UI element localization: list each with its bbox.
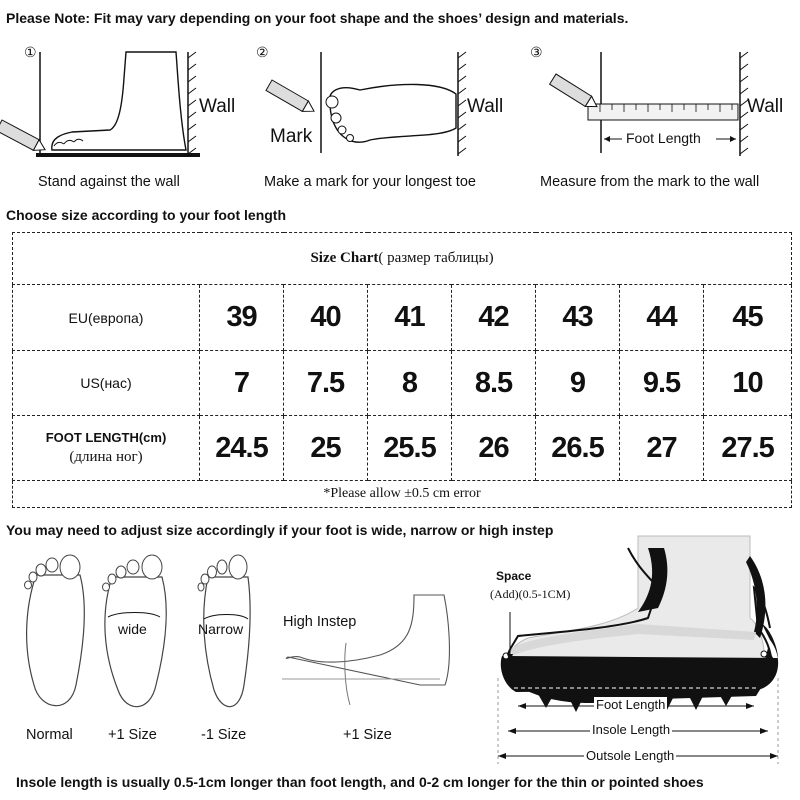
table-cell: 42 <box>452 285 536 351</box>
table-cell: 40 <box>284 285 368 351</box>
step-1-wall-label: Wall <box>199 96 236 117</box>
step-3-wall-label: Wall <box>747 96 784 117</box>
step-1-caption: Stand against the wall <box>38 174 180 190</box>
high-instep-title: High Instep <box>283 614 357 630</box>
table-row-foot-length <box>13 416 792 481</box>
step-2-number: ② <box>256 44 269 60</box>
table-cell: 27.5 <box>704 416 792 481</box>
adjust-size-heading: You may need to adjust size accordingly if your foot is wide, narrow or high instep <box>6 522 554 538</box>
step-2-caption: Make a mark for your longest toe <box>264 174 476 190</box>
high-instep-foot-icon <box>282 595 449 705</box>
size-chart-table <box>12 232 792 508</box>
normal-foot-caption: Normal <box>26 727 73 743</box>
row-label-us: US(нас) <box>13 351 200 416</box>
table-cell: 25.5 <box>368 416 452 481</box>
table-cell: 39 <box>200 285 284 351</box>
space-add-label: (Add)(0.5-1CM) <box>490 587 571 601</box>
size-chart-footnote: *Please allow ±0.5 cm error <box>13 481 792 508</box>
table-cell: 44 <box>620 285 704 351</box>
step-2-mark-label: Mark <box>270 126 313 147</box>
table-cell: 27 <box>620 416 704 481</box>
outsole-length-dimension-label: Outsole Length <box>586 748 675 763</box>
size-chart-title-bold: Size Chart <box>310 250 379 266</box>
table-cell: 25 <box>284 416 368 481</box>
step-3-foot-length-label: Foot Length <box>626 130 701 146</box>
insole-length-note: Insole length is usually 0.5-1cm longer than foot length, and 0-2 cm longer for the thin or pointed shoes <box>16 774 704 790</box>
row-label-foot-length-en: FOOT LENGTH(cm) <box>45 430 167 445</box>
table-cell: 41 <box>368 285 452 351</box>
fit-note: Please Note: Fit may vary depending on your foot shape and the shoes’ design and materials. <box>6 10 629 26</box>
foot-length-dimension-label: Foot Length <box>596 697 666 712</box>
size-chart-title-ru: ( размер таблицы) <box>378 250 494 266</box>
row-label-foot-length <box>13 416 200 481</box>
space-label: Space <box>496 569 532 583</box>
wide-foot-label: wide <box>118 621 147 637</box>
table-cell: 10 <box>704 351 792 416</box>
table-cell: 43 <box>536 285 620 351</box>
table-cell: 7 <box>200 351 284 416</box>
table-cell: 24.5 <box>200 416 284 481</box>
table-cell: 45 <box>704 285 792 351</box>
step-1-number: ① <box>24 44 37 60</box>
measuring-steps-illustration <box>0 38 800 168</box>
table-cell: 7.5 <box>284 351 368 416</box>
step-1-illustration <box>0 52 200 156</box>
table-row-eu <box>13 285 792 351</box>
insole-length-dimension-label: Insole Length <box>592 722 671 737</box>
table-cell: 8.5 <box>452 351 536 416</box>
step-3-caption: Measure from the mark to the wall <box>540 174 760 190</box>
narrow-foot-label: Narrow <box>198 621 244 637</box>
high-instep-caption: +1 Size <box>343 727 392 743</box>
table-cell: 8 <box>368 351 452 416</box>
row-label-eu: EU(европа) <box>13 285 200 351</box>
choose-size-heading: Choose size according to your foot length <box>6 207 287 223</box>
step-2-wall-label: Wall <box>467 96 504 117</box>
step-3-number: ③ <box>530 44 543 60</box>
row-label-foot-length-ru: (длина ног) <box>69 449 143 465</box>
size-chart-title <box>13 233 792 285</box>
normal-foot-icon <box>25 555 85 706</box>
table-cell: 9 <box>536 351 620 416</box>
table-cell: 9.5 <box>620 351 704 416</box>
table-row-us <box>13 351 792 416</box>
narrow-foot-caption: -1 Size <box>201 727 247 743</box>
table-cell: 26 <box>452 416 536 481</box>
wide-foot-caption: +1 Size <box>108 727 157 743</box>
table-cell: 26.5 <box>536 416 620 481</box>
